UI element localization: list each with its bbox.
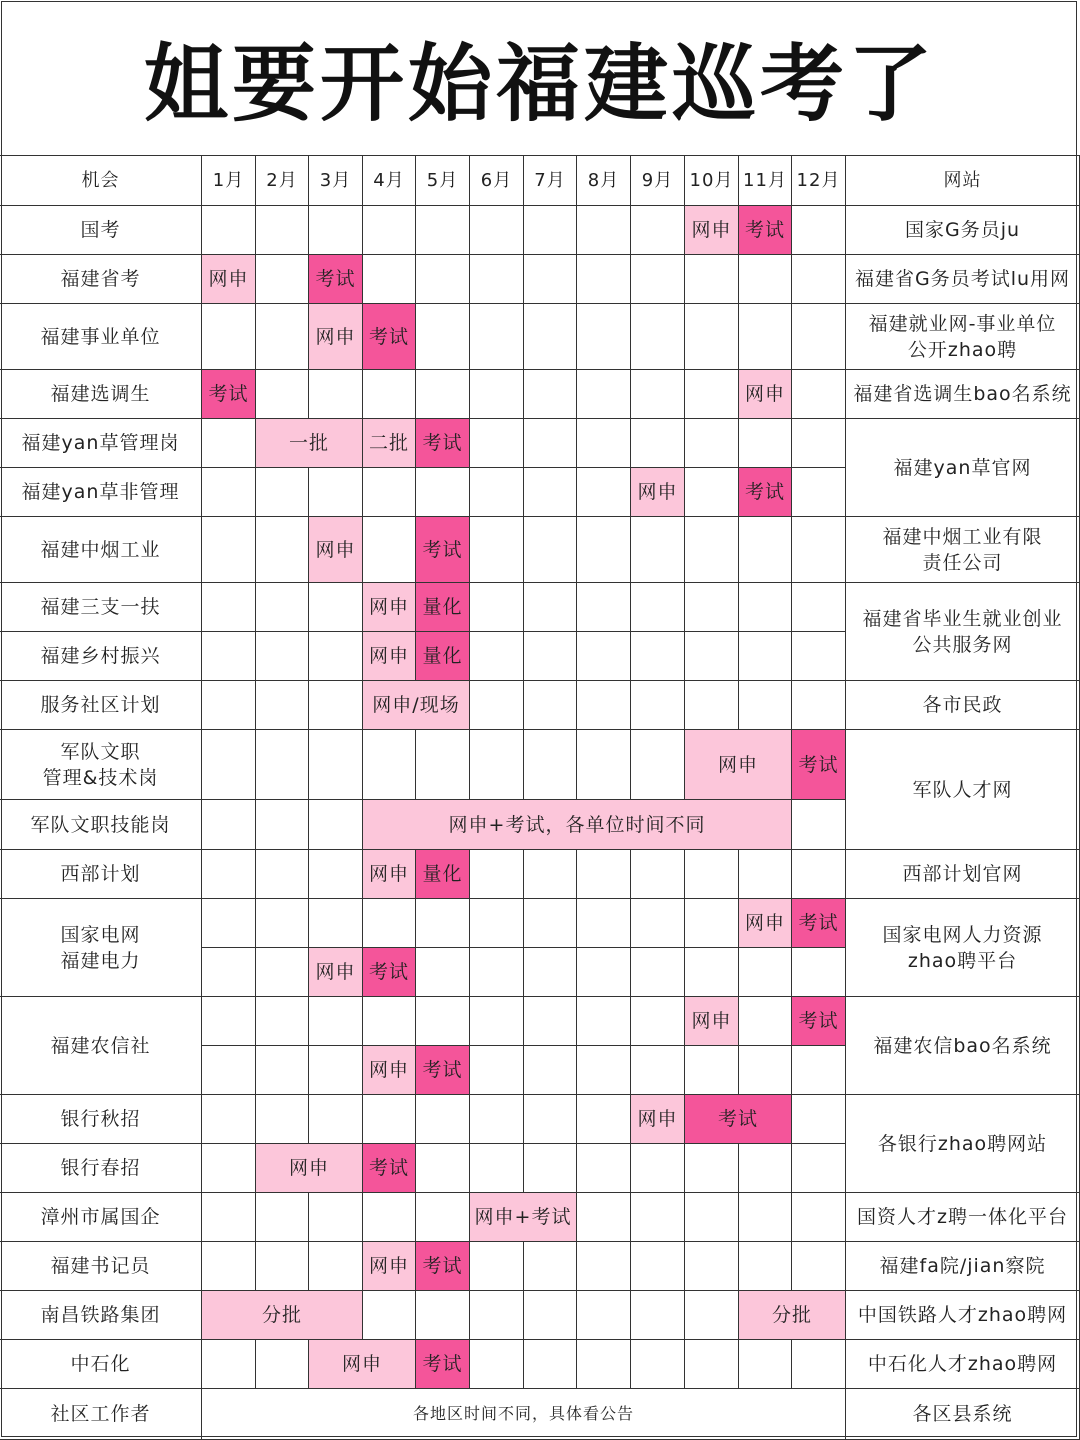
exam-period: 考试 <box>739 468 792 517</box>
exam-period: 量化 <box>416 632 470 681</box>
website-cell: 福建省毕业生就业创业 公共服务网 <box>846 583 1080 681</box>
website-cell: 军队人才网 <box>846 730 1080 850</box>
row-label: 军队文职技能岗 <box>0 800 202 850</box>
exam-period: 考试 <box>416 1046 470 1095</box>
application-period: 网申 <box>309 1340 416 1389</box>
exam-period: 考试 <box>416 517 470 583</box>
row-label: 国考 <box>0 206 202 255</box>
application-period: 网申 <box>739 370 792 419</box>
row-label: 福建yan草管理岗 <box>0 419 202 468</box>
application-period: 网申 <box>363 583 416 632</box>
row-label: 福建选调生 <box>0 370 202 419</box>
exam-period: 考试 <box>363 304 416 370</box>
application-period: 网申+考试，各单位时间不同 <box>363 800 792 850</box>
website-cell: 福建fa院/jian察院 <box>846 1242 1080 1291</box>
header-month: 6月 <box>470 156 524 206</box>
exam-period: 考试 <box>792 899 846 948</box>
header-month: 11月 <box>739 156 792 206</box>
row-label: 漳州市属国企 <box>0 1193 202 1242</box>
application-period: 网申/现场 <box>363 681 470 730</box>
header-month: 7月 <box>524 156 577 206</box>
application-period: 网申 <box>309 517 363 583</box>
row-label: 福建事业单位 <box>0 304 202 370</box>
header-month: 4月 <box>363 156 416 206</box>
exam-period: 考试 <box>685 1095 792 1144</box>
row-label: 西部计划 <box>0 850 202 899</box>
exam-period: 考试 <box>363 948 416 997</box>
row-label: 福建农信社 <box>0 997 202 1095</box>
exam-period: 量化 <box>416 850 470 899</box>
application-period: 二批 <box>363 419 416 468</box>
row-label: 福建乡村振兴 <box>0 632 202 681</box>
website-cell: 国家电网人力资源 zhao聘平台 <box>846 899 1080 997</box>
header-category: 机会 <box>0 156 202 206</box>
exam-period: 考试 <box>416 1340 470 1389</box>
application-period: 分批 <box>739 1291 846 1340</box>
header-month: 12月 <box>792 156 846 206</box>
row-label: 福建三支一扶 <box>0 583 202 632</box>
header-month: 2月 <box>256 156 309 206</box>
row-label: 军队文职 管理&技术岗 <box>0 730 202 800</box>
application-period: 网申+考试 <box>470 1193 577 1242</box>
application-period: 网申 <box>202 255 256 304</box>
row-label: 福建中烟工业 <box>0 517 202 583</box>
exam-period: 考试 <box>416 1242 470 1291</box>
row-label: 国家电网 福建电力 <box>0 899 202 997</box>
exam-period: 考试 <box>202 370 256 419</box>
exam-period: 考试 <box>309 255 363 304</box>
website-cell: 各区县系统 <box>846 1389 1080 1440</box>
application-period: 网申 <box>309 304 363 370</box>
row-label: 南昌铁路集团 <box>0 1291 202 1340</box>
application-period: 网申 <box>363 632 416 681</box>
website-cell: 国资人才z聘一体化平台 <box>846 1193 1080 1242</box>
row-label: 服务社区计划 <box>0 681 202 730</box>
row-label: 福建书记员 <box>0 1242 202 1291</box>
row-label: 福建省考 <box>0 255 202 304</box>
header-website: 网站 <box>846 156 1080 206</box>
application-period: 网申 <box>256 1144 363 1193</box>
header-month: 3月 <box>309 156 363 206</box>
website-cell: 各市民政 <box>846 681 1080 730</box>
application-period: 网申 <box>631 468 685 517</box>
application-period: 网申 <box>685 730 792 800</box>
application-period: 网申 <box>309 948 363 997</box>
website-cell: 中国铁路人才zhao聘网 <box>846 1291 1080 1340</box>
exam-period: 考试 <box>792 730 846 800</box>
website-cell: 国家G务员ju <box>846 206 1080 255</box>
schedule-note: 各地区时间不同，具体看公告 <box>202 1389 846 1440</box>
website-cell: 福建yan草官网 <box>846 419 1080 517</box>
website-cell: 福建就业网-事业单位 公开zhao聘 <box>846 304 1080 370</box>
application-period: 网申 <box>631 1095 685 1144</box>
row-label: 中石化 <box>0 1340 202 1389</box>
application-period: 网申 <box>363 850 416 899</box>
header-month: 10月 <box>685 156 739 206</box>
page-title: 姐要开始福建巡考了 <box>0 0 1080 156</box>
application-period: 网申 <box>685 206 739 255</box>
application-period: 一批 <box>256 419 363 468</box>
exam-period: 考试 <box>363 1144 416 1193</box>
application-period: 网申 <box>363 1242 416 1291</box>
website-cell: 福建中烟工业有限 责任公司 <box>846 517 1080 583</box>
header-month: 8月 <box>577 156 631 206</box>
application-period: 网申 <box>685 997 739 1046</box>
row-label: 银行春招 <box>0 1144 202 1193</box>
website-cell: 福建省选调生bao名系统 <box>846 370 1080 419</box>
website-cell: 福建省G务员考试lu用网 <box>846 255 1080 304</box>
application-period: 分批 <box>202 1291 363 1340</box>
exam-period: 考试 <box>792 997 846 1046</box>
application-period: 网申 <box>363 1046 416 1095</box>
row-label: 福建yan草非管理 <box>0 468 202 517</box>
website-cell: 各银行zhao聘网站 <box>846 1095 1080 1193</box>
application-period: 网申 <box>739 899 792 948</box>
exam-period: 量化 <box>416 583 470 632</box>
website-cell: 福建农信bao名系统 <box>846 997 1080 1095</box>
header-month: 1月 <box>202 156 256 206</box>
row-label: 社区工作者 <box>0 1389 202 1440</box>
header-month: 9月 <box>631 156 685 206</box>
table-border <box>1 1 1077 1437</box>
website-cell: 西部计划官网 <box>846 850 1080 899</box>
header-month: 5月 <box>416 156 470 206</box>
exam-period: 考试 <box>416 419 470 468</box>
exam-period: 考试 <box>739 206 792 255</box>
row-label: 银行秋招 <box>0 1095 202 1144</box>
website-cell: 中石化人才zhao聘网 <box>846 1340 1080 1389</box>
